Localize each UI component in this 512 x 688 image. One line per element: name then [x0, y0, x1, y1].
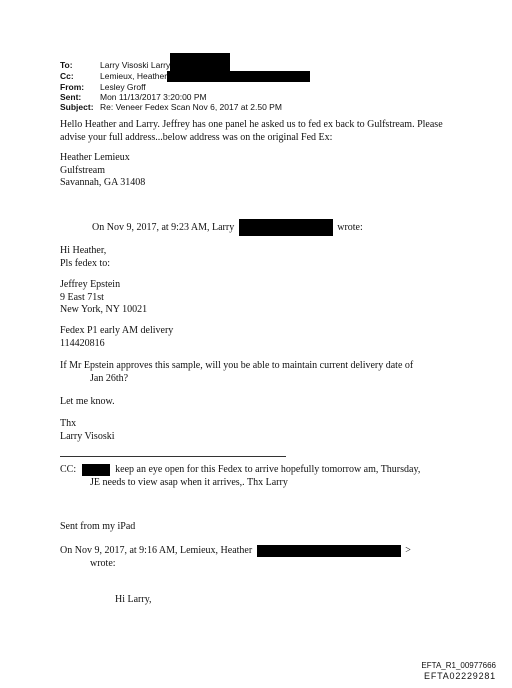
- header-from-row: [60, 82, 310, 92]
- subject-label: Subject:: [60, 102, 94, 113]
- header-to-row: [60, 60, 310, 71]
- subject-value: Re: Veneer Fedex Scan Nov 6, 2017 at 2.50 PM: [100, 102, 282, 113]
- cc-label: Cc:: [60, 71, 74, 81]
- bates-number-2: EFTA02229281: [424, 671, 496, 681]
- header-subject-row: [60, 102, 310, 112]
- let-me-know: Let me know.: [60, 396, 115, 407]
- redaction-box: [257, 545, 401, 557]
- sent-label: Sent:: [60, 92, 82, 103]
- redaction-box: [167, 71, 310, 82]
- redaction-box: [82, 464, 110, 476]
- cc-note: CC: keep an eye open for this Fedex to arrive hopefully tomorrow am, Thursday, JE needs to view asap when it arrives,. Thx Larry: [60, 464, 421, 488]
- address-block: Jeffrey Epstein 9 East 71st New York, NY 10021: [60, 279, 148, 316]
- cc-value: Lemieux, Heather: [100, 71, 168, 81]
- to-label: To:: [60, 60, 73, 70]
- greeting: Hi Larry,: [115, 594, 152, 605]
- signature: Thx Larry Visoski: [60, 418, 115, 442]
- header-cc-row: [60, 71, 310, 82]
- question-paragraph: If Mr Epstein approves this sample, will you be able to maintain current delivery date of Jan 26th?: [60, 360, 414, 384]
- to-value: Larry Visoski Larry: [100, 60, 171, 70]
- from-label: From:: [60, 82, 85, 92]
- redaction-box: [170, 53, 230, 71]
- divider-line: [60, 456, 286, 457]
- email-header: [60, 60, 310, 113]
- address-block: Heather Lemieux Gulfstream Savannah, GA 31408: [60, 152, 146, 189]
- fedex-details: Fedex P1 early AM delivery 114420816: [60, 325, 174, 349]
- bates-number-1: EFTA_R1_00977666: [421, 661, 496, 670]
- greeting: Hi Heather, Pls fedex to:: [60, 245, 110, 269]
- header-sent-row: [60, 92, 310, 102]
- quoted-header-1: On Nov 9, 2017, at 9:23 AM, Larry wrote:: [92, 222, 363, 236]
- quoted-header-2: On Nov 9, 2017, at 9:16 AM, Lemieux, Heather > wrote:: [60, 545, 411, 569]
- redaction-box: [239, 219, 333, 236]
- message-paragraph: Hello Heather and Larry. Jeffrey has one panel he asked us to fed ex back to Gulfstream. Please advise your full address...below address was on the original Fed Ex:: [60, 119, 443, 143]
- sent-value: Mon 11/13/2017 3:20:00 PM: [100, 92, 207, 103]
- sent-from-note: Sent from my iPad: [60, 521, 136, 532]
- from-value: Lesley Groff: [100, 82, 146, 92]
